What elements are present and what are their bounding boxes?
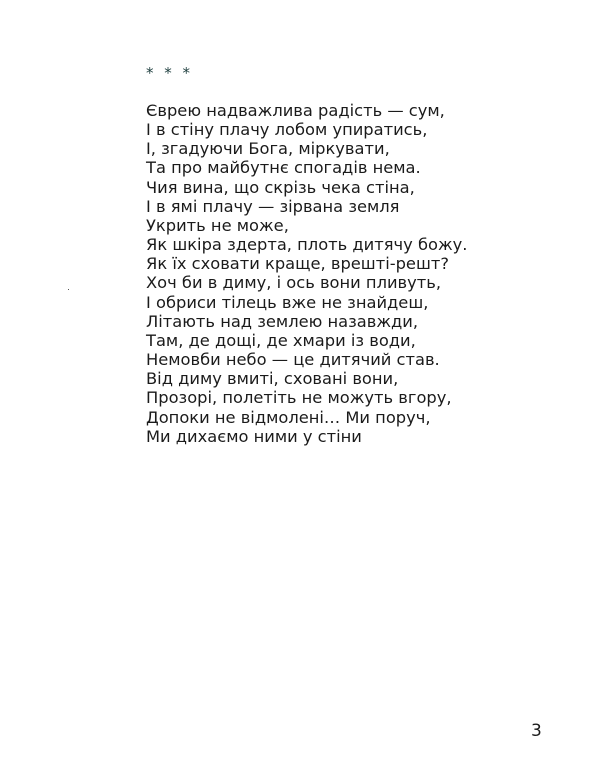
page-number: 3	[531, 721, 542, 741]
paper-speck	[68, 289, 69, 290]
poem-line: Хоч би в диму, і ось вони пливуть,	[146, 273, 442, 293]
poem-line: Ми дихаємо ними у стіни	[146, 426, 362, 446]
poem-line: Чия вина, що скрізь чека стіна,	[146, 177, 415, 197]
poem-line: Прозорі, полетіть не можуть вгору,	[146, 388, 452, 408]
poem-line: Від диму вмиті, сховані вони,	[146, 369, 399, 389]
poem-line: Та про майбутнє спогадів нема.	[146, 158, 421, 178]
poem-line: Допоки не відмолені… Ми поруч,	[146, 407, 431, 427]
poem-text	[146, 101, 546, 446]
poem-line: Як їх сховати краще, врешті-решт?	[146, 254, 449, 274]
poem-line: І, згадуючи Бога, міркувати,	[146, 139, 390, 159]
poem-line: І в стіну плачу лобом упиратись,	[146, 120, 428, 140]
poem-line: Як шкіра здерта, плоть дитячу божу.	[146, 235, 468, 255]
poem-line: І обриси тілець вже не знайдеш,	[146, 292, 429, 312]
section-ornament: * * *	[146, 64, 194, 82]
poem-line: Єврею надважлива радість — сум,	[146, 101, 445, 120]
poem-line: Немовби небо — це дитячий став.	[146, 350, 440, 370]
poem-line: Там, де дощі, де хмари із води,	[146, 330, 416, 350]
poem-line: Укрить не може,	[146, 215, 289, 235]
poem-line: І в ямі плачу — зірвана земля	[146, 196, 400, 216]
poem-line: Літають над землею назавжди,	[146, 311, 419, 331]
